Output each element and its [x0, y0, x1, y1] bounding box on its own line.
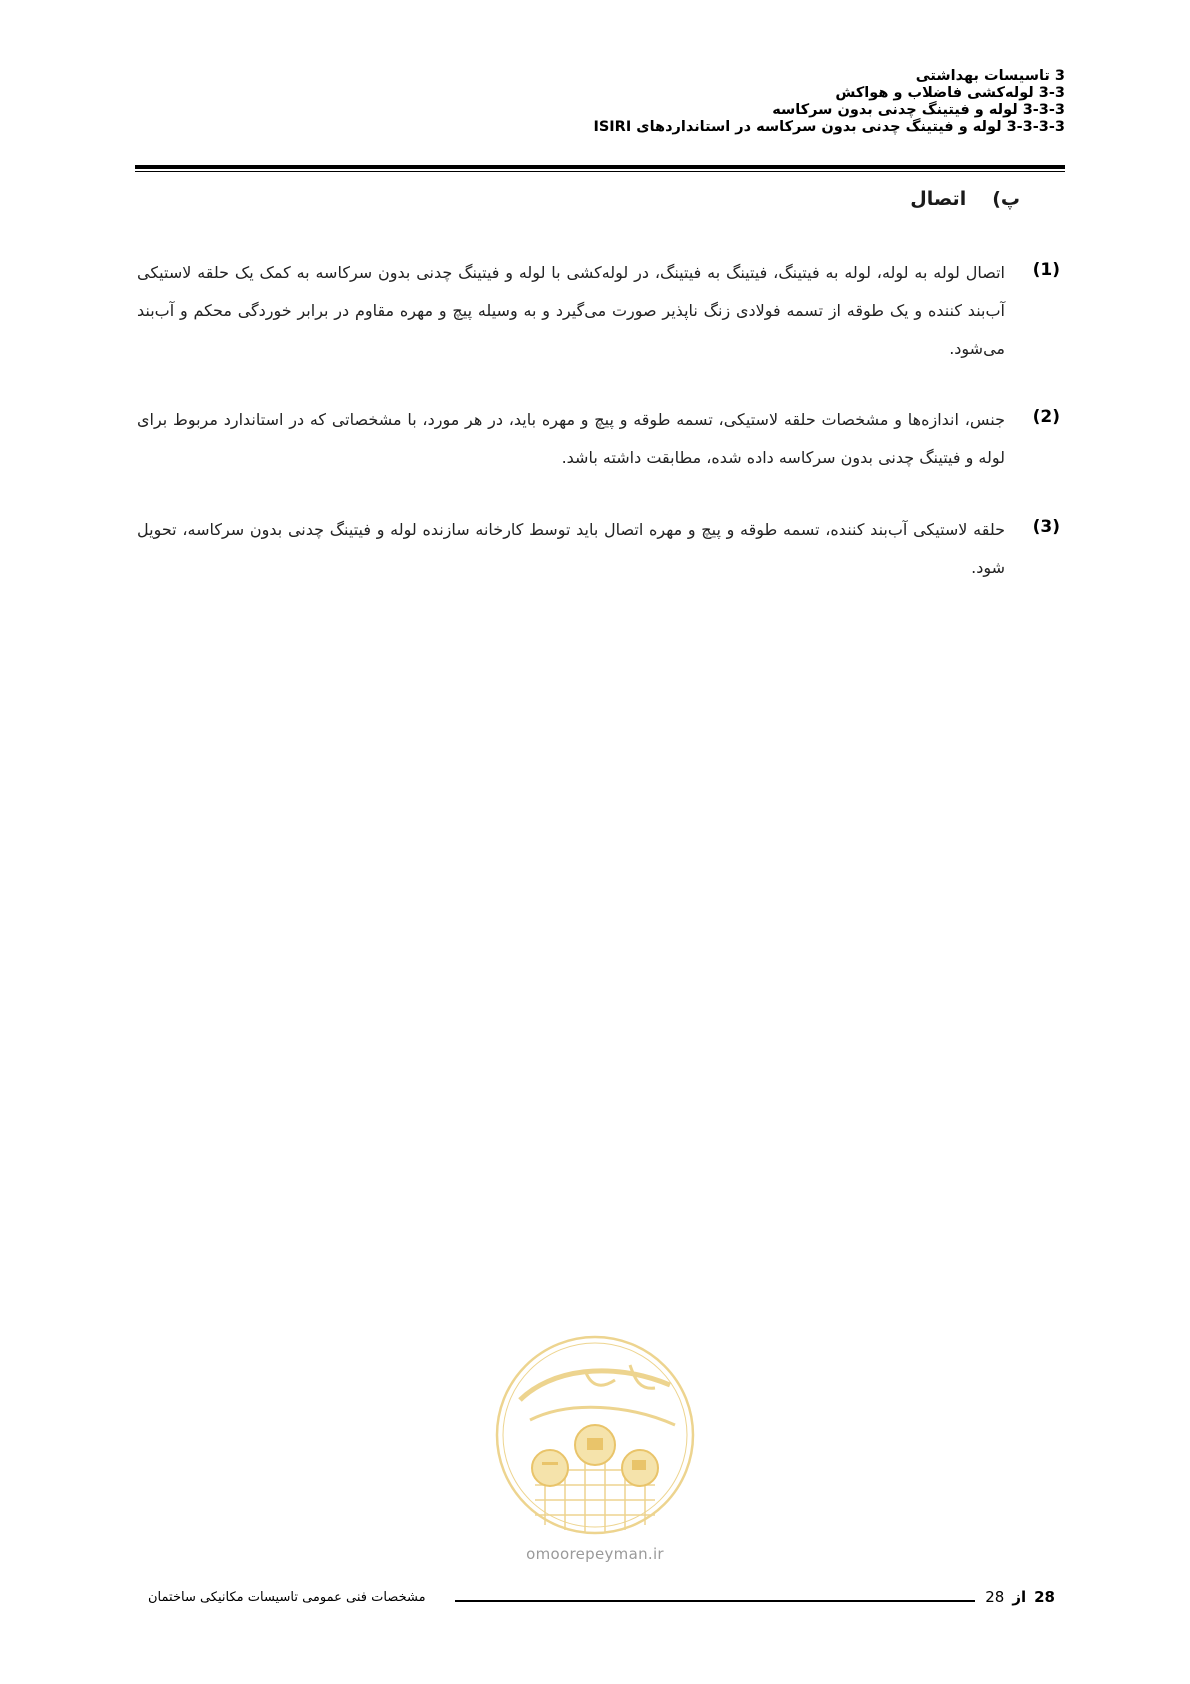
paragraph-2: جنس، اندازه‌ها و مشخصات حلقه لاستیکی، تسمه طوقه و پیچ و مهره باید، در هر مورد، با مشخصاتی که در استاندارد مربوط برای لوله و فیتینگ چدنی بدون سرکاسه داده شده، مطابقت داشته باشد.: [137, 410, 1005, 467]
section-title: اتصال: [910, 188, 967, 210]
paragraph-number-2: (2): [1032, 407, 1060, 427]
watermark-emblem-icon: [490, 1330, 700, 1540]
paragraph-3: حلقه لاستیکی آب‌بند کننده، تسمه طوقه و پیچ و مهره اتصال باید توسط کارخانه سازنده لوله و فیتینگ چدنی بدون سرکاسه، تحویل شود.: [137, 520, 1005, 577]
page-counter: [985, 1588, 1055, 1606]
header-line-3: 3-3-3 لوله و فیتینگ چدنی بدون سرکاسه: [772, 102, 1065, 118]
header-line-4: 3-3-3-3 لوله و فیتینگ چدنی بدون سرکاسه در استانداردهای ISIRI: [593, 119, 1065, 135]
paragraph-1: اتصال لوله به لوله، لوله به فیتینگ، فیتینگ به فیتینگ، در لوله‌کشی با لوله و فیتینگ چدنی بدون سرکاسه به کمک یک حلقه لاستیکی آب‌بند کننده و یک طوقه از تسمه فولادی زنگ ناپذیر صورت می‌گیرد و به وسیله پیچ و مهره مقاوم در برابر خوردگی محکم و آب‌بند می‌شود.: [137, 263, 1005, 358]
paragraph-number-3: (3): [1032, 517, 1060, 537]
header-line-1: 3 تاسیسات بهداشتی: [915, 68, 1065, 84]
section-marker: پ): [992, 188, 1020, 210]
footer-title: مشخصات فنی عمومی تاسیسات مکانیکی ساختمان: [148, 1590, 426, 1605]
section-heading: [910, 188, 1020, 210]
header-line-2: 3-3 لوله‌کشی فاضلاب و هواکش: [835, 85, 1065, 101]
header-rule-thin: [135, 171, 1065, 172]
header-rule-thick: [135, 165, 1065, 169]
page-number: 28: [1034, 1588, 1055, 1606]
page-header: [135, 68, 1065, 136]
watermark-url: omoorepeyman.ir: [526, 1545, 664, 1563]
paragraph-number-1: (1): [1032, 260, 1060, 280]
footer-rule: [455, 1600, 975, 1602]
page-total: 28: [985, 1588, 1005, 1606]
page-of-label: از: [1012, 1588, 1027, 1606]
watermark-logo: [490, 1330, 700, 1563]
